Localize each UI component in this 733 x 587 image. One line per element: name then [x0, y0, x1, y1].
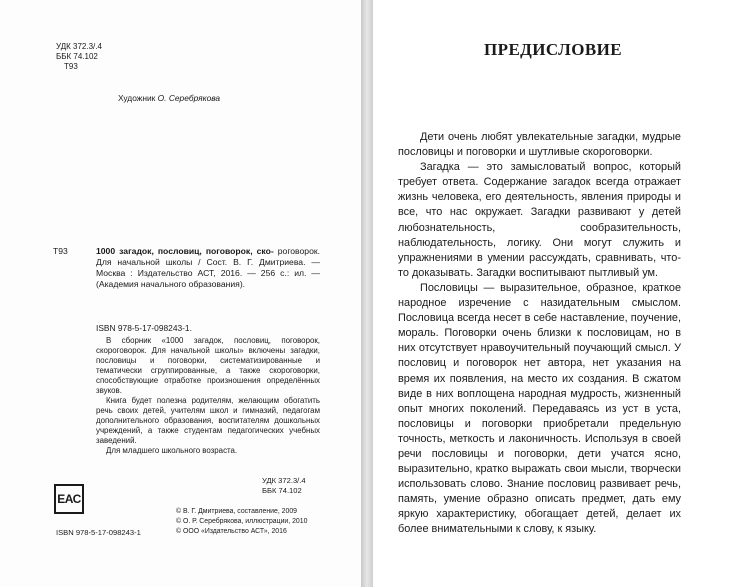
udk-bottom-block	[262, 476, 306, 496]
bbk-bottom: ББК 74.102	[262, 486, 302, 495]
preface-paragraph: Дети очень любят увлекательные загадки, мудрые пословицы и поговорки и шутливые скороговорки.	[398, 131, 681, 159]
annotation-paragraph: Для младшего школьного возраста.	[106, 446, 238, 455]
right-page	[373, 0, 733, 587]
artist-label: Художник	[118, 93, 156, 103]
catalog-title: 1000 загадок, пословиц, поговорок, ско-	[96, 246, 274, 256]
isbn-line: ISBN 978-5-17-098243-1.	[96, 323, 192, 333]
annotation-paragraph: В сборник «1000 загадок, пословиц, поговорок, скороговорок. Для начальной школы» включены загадки, пословицы и поговорки, систематизированные и тематически сгруппированные, а также скороговорки, способствующие отработке произношения определённых звуков.	[96, 336, 320, 395]
udk-bottom: УДК 372.3/.4	[262, 476, 306, 485]
left-page	[0, 0, 361, 587]
annotation	[96, 336, 320, 456]
artist-credit	[118, 93, 220, 103]
book-gutter	[361, 0, 373, 587]
catalog-description: роговорок. Для начальной школы / Сост. В. Г. Дмитриева. — Москва : Издательство АСТ, 2016. — 256 с.: ил. — (Академия начального образования).	[96, 246, 321, 290]
annotation-paragraph: Книга будет полезна родителям, желающим обогатить речь своих детей, учителям школ и гимназий, педагогам дополнительного образования, воспитателям дошкольных учреждений, а также студентам педагогических учебных заведений.	[96, 396, 320, 445]
page-title: ПРЕДИСЛОВИЕ	[484, 40, 622, 59]
udk-block	[56, 42, 102, 72]
catalog-code: Т93	[53, 246, 68, 256]
copyright-line: © ООО «Издательство АСТ», 2016	[176, 527, 287, 535]
copyright-block	[176, 507, 307, 537]
preface-text	[398, 130, 681, 538]
isbn-bottom: ISBN 978-5-17-098243-1	[56, 528, 141, 537]
preface-paragraph: Пословицы — выразительное, образное, краткое народное изречение с назидательным смыслом. Пословица всегда несет в себе наставление, поучение, мораль. Поговорки очень близки к пословицам, но в них отсутствует нравоучительный поучающий смысл. У пословиц и поговорок нет автора, нет указания на время их появления, на место их создания. В сжатом виде в них воплощена народная мудрость, жизненный опыт многих поколений. Передаваясь из уст в уста, пословицы и поговорки приобретали предельную точность, меткость и лаконичность. Используя в своей речи пословицы и поговорки, дети учатся ясно, выразительно, кратко выражать свои мысли, творчески использовать слово. Знание пословиц развивает речь, память, умение образно описать предмет, дать ему яркую характеристику, обогащает детей, делает их более внимательными к слову, к языку.	[398, 281, 681, 536]
author-mark: Т93	[64, 62, 78, 71]
eac-logo-icon: ЕАС	[54, 484, 84, 514]
copyright-line: © В. Г. Дмитриева, составление, 2009	[176, 508, 298, 515]
preface-paragraph: Загадка — это замысловатый вопрос, который требует ответа. Содержание загадок всегда отражает жизнь человека, его деятельность, явления природы и все, что нас окружает. Загадки развивают у детей любознательность, сообразительность, наблюдательность, логику. Они могут служить и упражнениями в умении рассуждать, сравнивать, что-то доказывать. Загадки воспитывают пытливый ум.	[398, 161, 681, 279]
copyright-line: © О. Р. Серебрякова, иллюстрации, 2010	[176, 517, 308, 525]
udk-code: УДК 372.3/.4	[56, 42, 102, 51]
artist-name: О. Серебрякова	[157, 93, 221, 103]
catalog-entry	[53, 246, 321, 290]
bbk-code: ББК 74.102	[56, 52, 98, 61]
